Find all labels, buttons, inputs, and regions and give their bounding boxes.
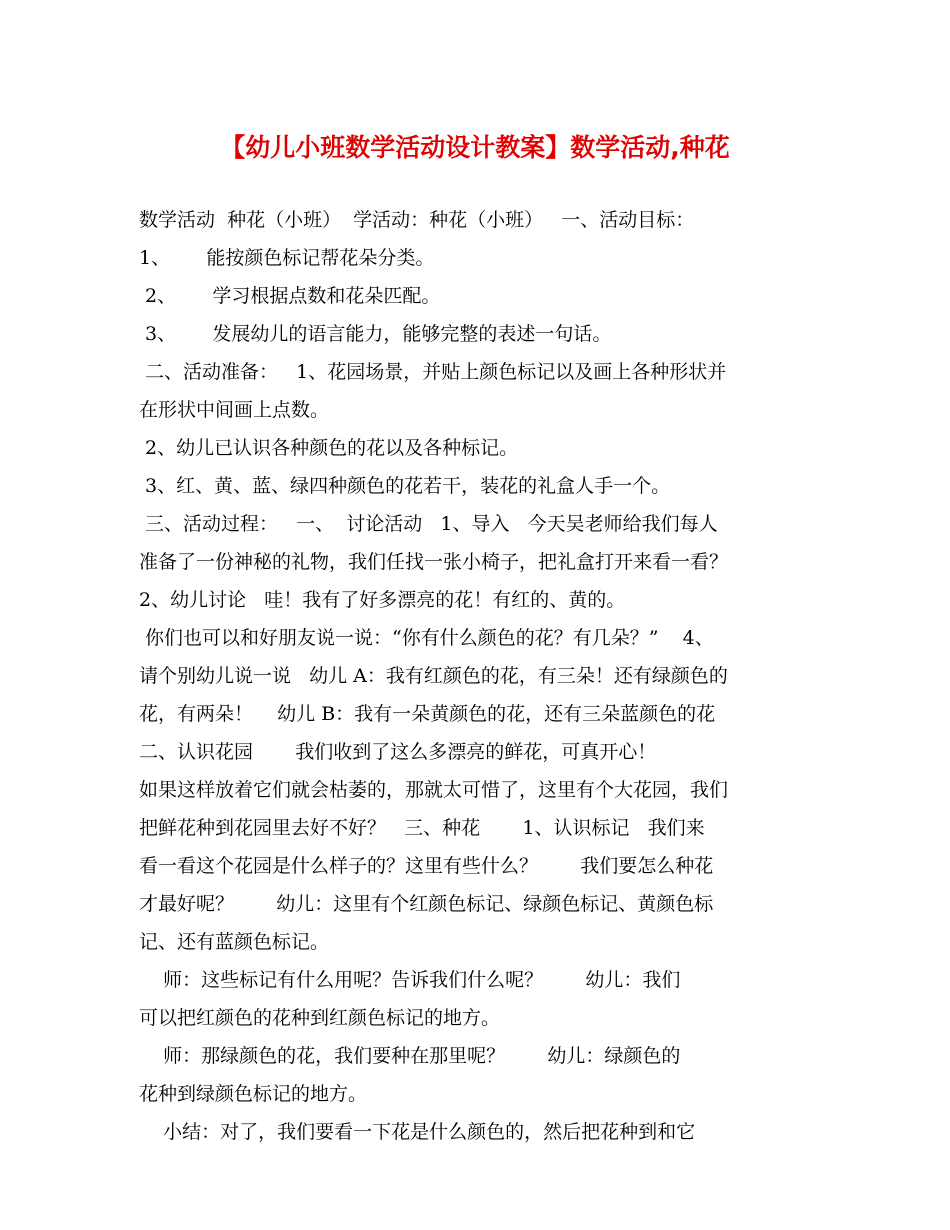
body-text-line: 记、还有蓝颜色标记。: [139, 931, 330, 953]
document-body: [139, 201, 819, 1151]
body-text-line: 二、活动准备： 1、花园场景，并贴上颜色标记以及画上各种形状并: [139, 361, 727, 383]
body-text-line: 花，有两朵！ 幼儿 B：我有一朵黄颜色的花，还有三朵蓝颜色的花: [139, 703, 716, 725]
body-text-line: 在形状中间画上点数。: [139, 399, 330, 421]
body-text-line: 请个别幼儿说一说 幼儿 A：我有红颜色的花，有三朵！还有绿颜色的: [139, 665, 728, 687]
body-text-line: 师：这些标记有什么用呢？告诉我们什么呢？ 幼儿：我们: [139, 969, 681, 991]
body-text-line: 三、活动过程： 一、 讨论活动 1、导入 今天吴老师给我们每人: [139, 513, 718, 535]
body-text-line: 你们也可以和好朋友说一说：“你有什么颜色的花？有几朵？” 4、: [139, 627, 714, 649]
body-text-line: 3、 发展幼儿的语言能力，能够完整的表述一句话。: [139, 323, 612, 345]
body-text-line: 师：那绿颜色的花，我们要种在那里呢？ 幼儿：绿颜色的: [139, 1045, 681, 1067]
body-text-line: 准备了一份神秘的礼物，我们任找一张小椅子，把礼盒打开来看一看？: [139, 551, 729, 573]
body-text-line: 3、红、黄、蓝、绿四种颜色的花若干，装花的礼盒人手一个。: [139, 475, 671, 497]
body-text-line: 数学活动 种花（小班） 学活动：种花（小班） 一、活动目标：: [139, 209, 695, 231]
body-text-line: 2、 学习根据点数和花朵匹配。: [139, 285, 441, 307]
body-text-line: 2、幼儿已认识各种颜色的花以及各种标记。: [139, 437, 519, 459]
body-text-line: 2、幼儿讨论 哇！我有了好多漂亮的花！有红的、黄的。: [139, 589, 626, 611]
body-text-line: 如果这样放着它们就会枯萎的，那就太可惜了，这里有个大花园，我们: [139, 779, 729, 801]
body-text-line: 小结：对了，我们要看一下花是什么颜色的，然后把花种到和它: [139, 1121, 696, 1143]
body-text-line: 二、认识花园 我们收到了这么多漂亮的鲜花，可真开心！: [139, 741, 657, 763]
body-text-line: 1、 能按颜色标记帮花朵分类。: [139, 247, 435, 269]
body-text-line: 花种到绿颜色标记的地方。: [139, 1083, 368, 1105]
document-title: 【幼儿小班数学活动设计教案】数学活动,种花: [220, 133, 730, 162]
body-text-line: 把鲜花种到花园里去好不好？ 三、种花 1、认识标记 我们来: [139, 817, 705, 839]
body-text-line: 看一看这个花园是什么样子的？这里有些什么？ 我们要怎么种花: [139, 855, 714, 877]
body-text-line: 才最好呢？ 幼儿：这里有个红颜色标记、绿颜色标记、黄颜色标: [139, 893, 714, 915]
body-text-line: 可以把红颜色的花种到红颜色标记的地方。: [139, 1007, 501, 1029]
